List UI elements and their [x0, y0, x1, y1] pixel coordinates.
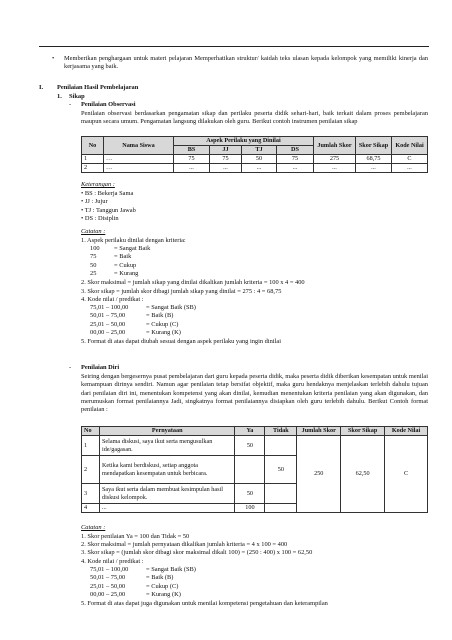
criteria-item — [90, 253, 150, 261]
cell-pernyataan: Ketika kami berdiskusi, setiap anggota mendapatkan kesempatan untuk berbicara. — [99, 456, 235, 484]
list-item: • BS : Bekerja Sama — [81, 190, 134, 197]
obs-note-2: 2. Skor maksimal = jumlah sikap yang dinilai dikalikan jumlah kriteria = 100 x 4 = 400 — [81, 279, 305, 286]
cell-no: 2 — [82, 164, 104, 173]
diri-catatan-title: Catatan : — [81, 524, 106, 531]
col-tidak: Tidak — [265, 427, 297, 436]
col-ya: Ya — [235, 427, 265, 436]
predikat-item — [90, 329, 196, 337]
cell-jj: ... — [209, 164, 241, 173]
cell-tidak — [265, 436, 297, 456]
criteria-value: 50 — [90, 261, 97, 269]
obs-catatan-title: Catatan : — [81, 228, 106, 235]
cell-pernyataan: Selama diskusi, saya ikut serta mengusulkan ide/gagasan. — [99, 436, 235, 456]
col-bs: BS — [174, 146, 210, 155]
predikat-item — [90, 566, 196, 574]
col-ds: DS — [276, 146, 313, 155]
predikat-item — [90, 321, 196, 329]
list-item: • JJ : Jujur — [81, 198, 108, 206]
subsection-number: 1. — [57, 93, 62, 100]
cell-tidak — [265, 504, 297, 513]
predikat-range: 50,01 – 75,00 — [90, 574, 126, 582]
predikat-desc: = Cukup (C) — [146, 320, 179, 328]
cell-tidak — [265, 484, 297, 504]
criteria-item — [90, 270, 150, 278]
cell-jumlah: 250 — [297, 436, 341, 513]
cell-tj: 50 — [241, 155, 276, 164]
cell-no: 1 — [82, 155, 104, 164]
predikat-desc: = Sangat Baik (SB) — [146, 566, 196, 573]
col-pernyataan: Pernyataan — [99, 427, 235, 436]
cell-skor: ... — [356, 164, 392, 173]
ket-tj: TJ : Tanggun Jawab — [84, 206, 136, 214]
diri-predikat-list — [90, 566, 196, 599]
obs-paragraph: Penilaian observasi berdasarkan pengamatan sikap dan perilaku peserta didik sehari-hari, baik terkait dalam proses pembelajaran maupun secara umum. Pengamatan langsung dilakukan oleh guru. Berikut contoh instrumen penilaian sikap — [81, 110, 428, 126]
col-jumlah: Jumlah Skor — [297, 427, 341, 436]
cell-ya: 50 — [235, 484, 265, 504]
cell-jj: 75 — [209, 155, 241, 164]
intro-bullet-text: Memberikan penghargaan untuk materi pelajaran Memperhatikan struktur/ kaidah teks ulasan kepada kelompok yang memiliki kinerja dan kerjasama yang baik. — [64, 55, 428, 71]
section-number: I. — [39, 84, 44, 91]
col-kode: Kode Nilai — [392, 137, 428, 155]
keterangan-title: Keterangan : — [81, 181, 115, 188]
predikat-range: 00,00 – 25,00 — [90, 590, 126, 598]
predikat-desc: = Kurang (K) — [146, 328, 181, 336]
diri-dash: - — [69, 364, 72, 371]
diri-note-5: 5. Format di atas dapat juga digunakan untuk menilai kompetensi pengetahuan dan keterampilan — [81, 600, 328, 607]
table-row — [82, 164, 428, 173]
cell-skor: 62,50 — [341, 436, 385, 513]
keterangan-list — [81, 190, 136, 224]
diri-note-3: 3. Skor sikap = (jumlah skor dibagi skor maksimal dikali 100) = (250 : 400) x 100 = 62,50 — [81, 549, 313, 556]
predikat-desc: = Sangat Baik (SB) — [146, 304, 196, 311]
ket-jj: JJ : Jujur — [84, 198, 108, 206]
obs-dash: - — [69, 101, 72, 108]
list-item: • TJ : Tanggun Jawab — [81, 206, 136, 214]
col-jj: JJ — [209, 146, 241, 155]
diri-table — [81, 426, 428, 513]
col-no: No — [82, 137, 104, 155]
subsection-title: Sikap — [69, 93, 85, 100]
criteria-desc: = Cukup — [114, 261, 137, 269]
col-skor: Skor Sikap — [341, 427, 385, 436]
criteria-desc: = Baik — [114, 253, 132, 261]
bullet-icon: • — [52, 55, 55, 62]
col-tj: TJ — [241, 146, 276, 155]
ket-bs: BS : Bekerja Sama — [84, 190, 134, 197]
cell-bs: ... — [174, 164, 210, 173]
predikat-range: 25,01 – 50,00 — [90, 320, 126, 328]
cell-no: 2 — [82, 456, 100, 484]
predikat-item — [90, 312, 196, 320]
predikat-desc: = Cukup (C) — [146, 582, 179, 590]
criteria-list — [90, 245, 150, 278]
cell-no: 1 — [82, 436, 100, 456]
diri-note-1: 1. Skor penilaian Ya = 100 dan Tidak = 50 — [81, 533, 190, 540]
section-title: Penilaian Hasil Pembelajaran — [57, 84, 139, 91]
criteria-item — [90, 245, 150, 253]
ket-ds: DS : Disiplin — [84, 215, 119, 223]
cell-bs: 75 — [174, 155, 210, 164]
diri-note-2: 2. Skor maksimal = jumlah pernyataan dikalikan jumlah kriteria = 4 x 100 = 400 — [81, 541, 288, 548]
col-aspek: Aspek Perilaku yang Dinilai — [174, 137, 314, 146]
cell-skor: 68,75 — [356, 155, 392, 164]
cell-nama: … — [104, 155, 174, 164]
predikat-range: 00,00 – 25,00 — [90, 328, 126, 336]
predikat-range: 75,01 – 100,00 — [90, 304, 129, 311]
obs-note-1: 1. Aspek perilaku dinilai dengan kriteria: — [81, 237, 186, 244]
criteria-item — [90, 262, 150, 270]
cell-ya: 50 — [235, 436, 265, 456]
cell-kode: C — [392, 155, 428, 164]
cell-tj: ... — [241, 164, 276, 173]
cell-ya — [235, 456, 265, 484]
obs-note-4: 4. Kode nilai / predikat : — [81, 296, 144, 303]
col-nama: Nama Siswa — [104, 137, 174, 155]
cell-nama: … — [104, 164, 174, 173]
cell-kode: ... — [392, 164, 428, 173]
predikat-item — [90, 591, 196, 599]
obs-title: Penilaian Observasi — [81, 101, 136, 108]
predikat-range: 75,01 – 100,00 — [90, 566, 129, 573]
top-rule — [39, 46, 429, 47]
criteria-desc: = Kurang — [114, 269, 139, 277]
criteria-value: 75 — [90, 253, 97, 261]
diri-note-4: 4. Kode nilai / predikat : — [81, 558, 144, 565]
criteria-value: 100 — [90, 245, 100, 252]
cell-jumlah: 275 — [314, 155, 356, 164]
criteria-desc: = Sangat Baik — [114, 245, 151, 252]
cell-ds: 75 — [276, 155, 313, 164]
predikat-item — [90, 583, 196, 591]
table-row — [82, 155, 428, 164]
cell-pernyataan: Saya ikut serta dalam membuat kesimpulan hasil diskusi kelompok. — [99, 484, 235, 504]
diri-paragraph: Seiring dengan bergesernya pusat pembelajaran dari guru kepada peserta didik, maka peserta didik diberikan kesempatan untuk menilai kemampuan dirinya sendiri. Namun agar penilaian tetap bersifat objektif, maka guru hendaknya menjelaskan terlebih dahulu tujuan dari penilaian diri ini, menentukan kompetensi yang akan dinilai, kemudian menentukan kriteria penilaian yang akan digunakan, dan merumuskan format penilaiannya Jadi, singkatnya format penilaiannya disiapkan oleh guru terlebih dahulu. Berikut Contoh format penilaian : — [81, 373, 428, 414]
predikat-desc: = Kurang (K) — [146, 590, 181, 598]
cell-pernyataan: ... — [99, 504, 235, 513]
cell-no: 4 — [82, 504, 100, 513]
predikat-desc: = Baik (B) — [146, 312, 174, 320]
obs-note-3: 3. Skor sikap = jumlah skor dibagi jumlah sikap yang dinilai = 275 : 4 = 68,75 — [81, 288, 282, 295]
cell-tidak: 50 — [265, 456, 297, 484]
col-no: No — [82, 427, 100, 436]
cell-no: 3 — [82, 484, 100, 504]
col-jumlah: Jumlah Skor — [314, 137, 356, 155]
col-kode: Kode Nilai — [385, 427, 428, 436]
col-skor: Skor Sikap — [356, 137, 392, 155]
obs-note-5: 5. Format di atas dapat diubah sesuai dengan aspek perilaku yang ingin dinilai — [81, 338, 282, 345]
predikat-item — [90, 304, 196, 312]
predikat-list — [90, 304, 196, 337]
predikat-range: 25,01 – 50,00 — [90, 582, 126, 590]
predikat-desc: = Baik (B) — [146, 574, 174, 582]
cell-ds: ... — [276, 164, 313, 173]
cell-jumlah: ... — [314, 164, 356, 173]
intro-bullet — [52, 55, 428, 72]
diri-title: Penilaian Diri — [81, 364, 120, 371]
predikat-item — [90, 574, 196, 582]
cell-ya: 100 — [235, 504, 265, 513]
table-row — [82, 436, 428, 456]
predikat-range: 50,01 – 75,00 — [90, 312, 126, 320]
obs-table — [81, 136, 428, 173]
cell-kode: C — [385, 436, 428, 513]
list-item: • DS : Disiplin — [81, 215, 119, 223]
criteria-value: 25 — [90, 269, 97, 277]
